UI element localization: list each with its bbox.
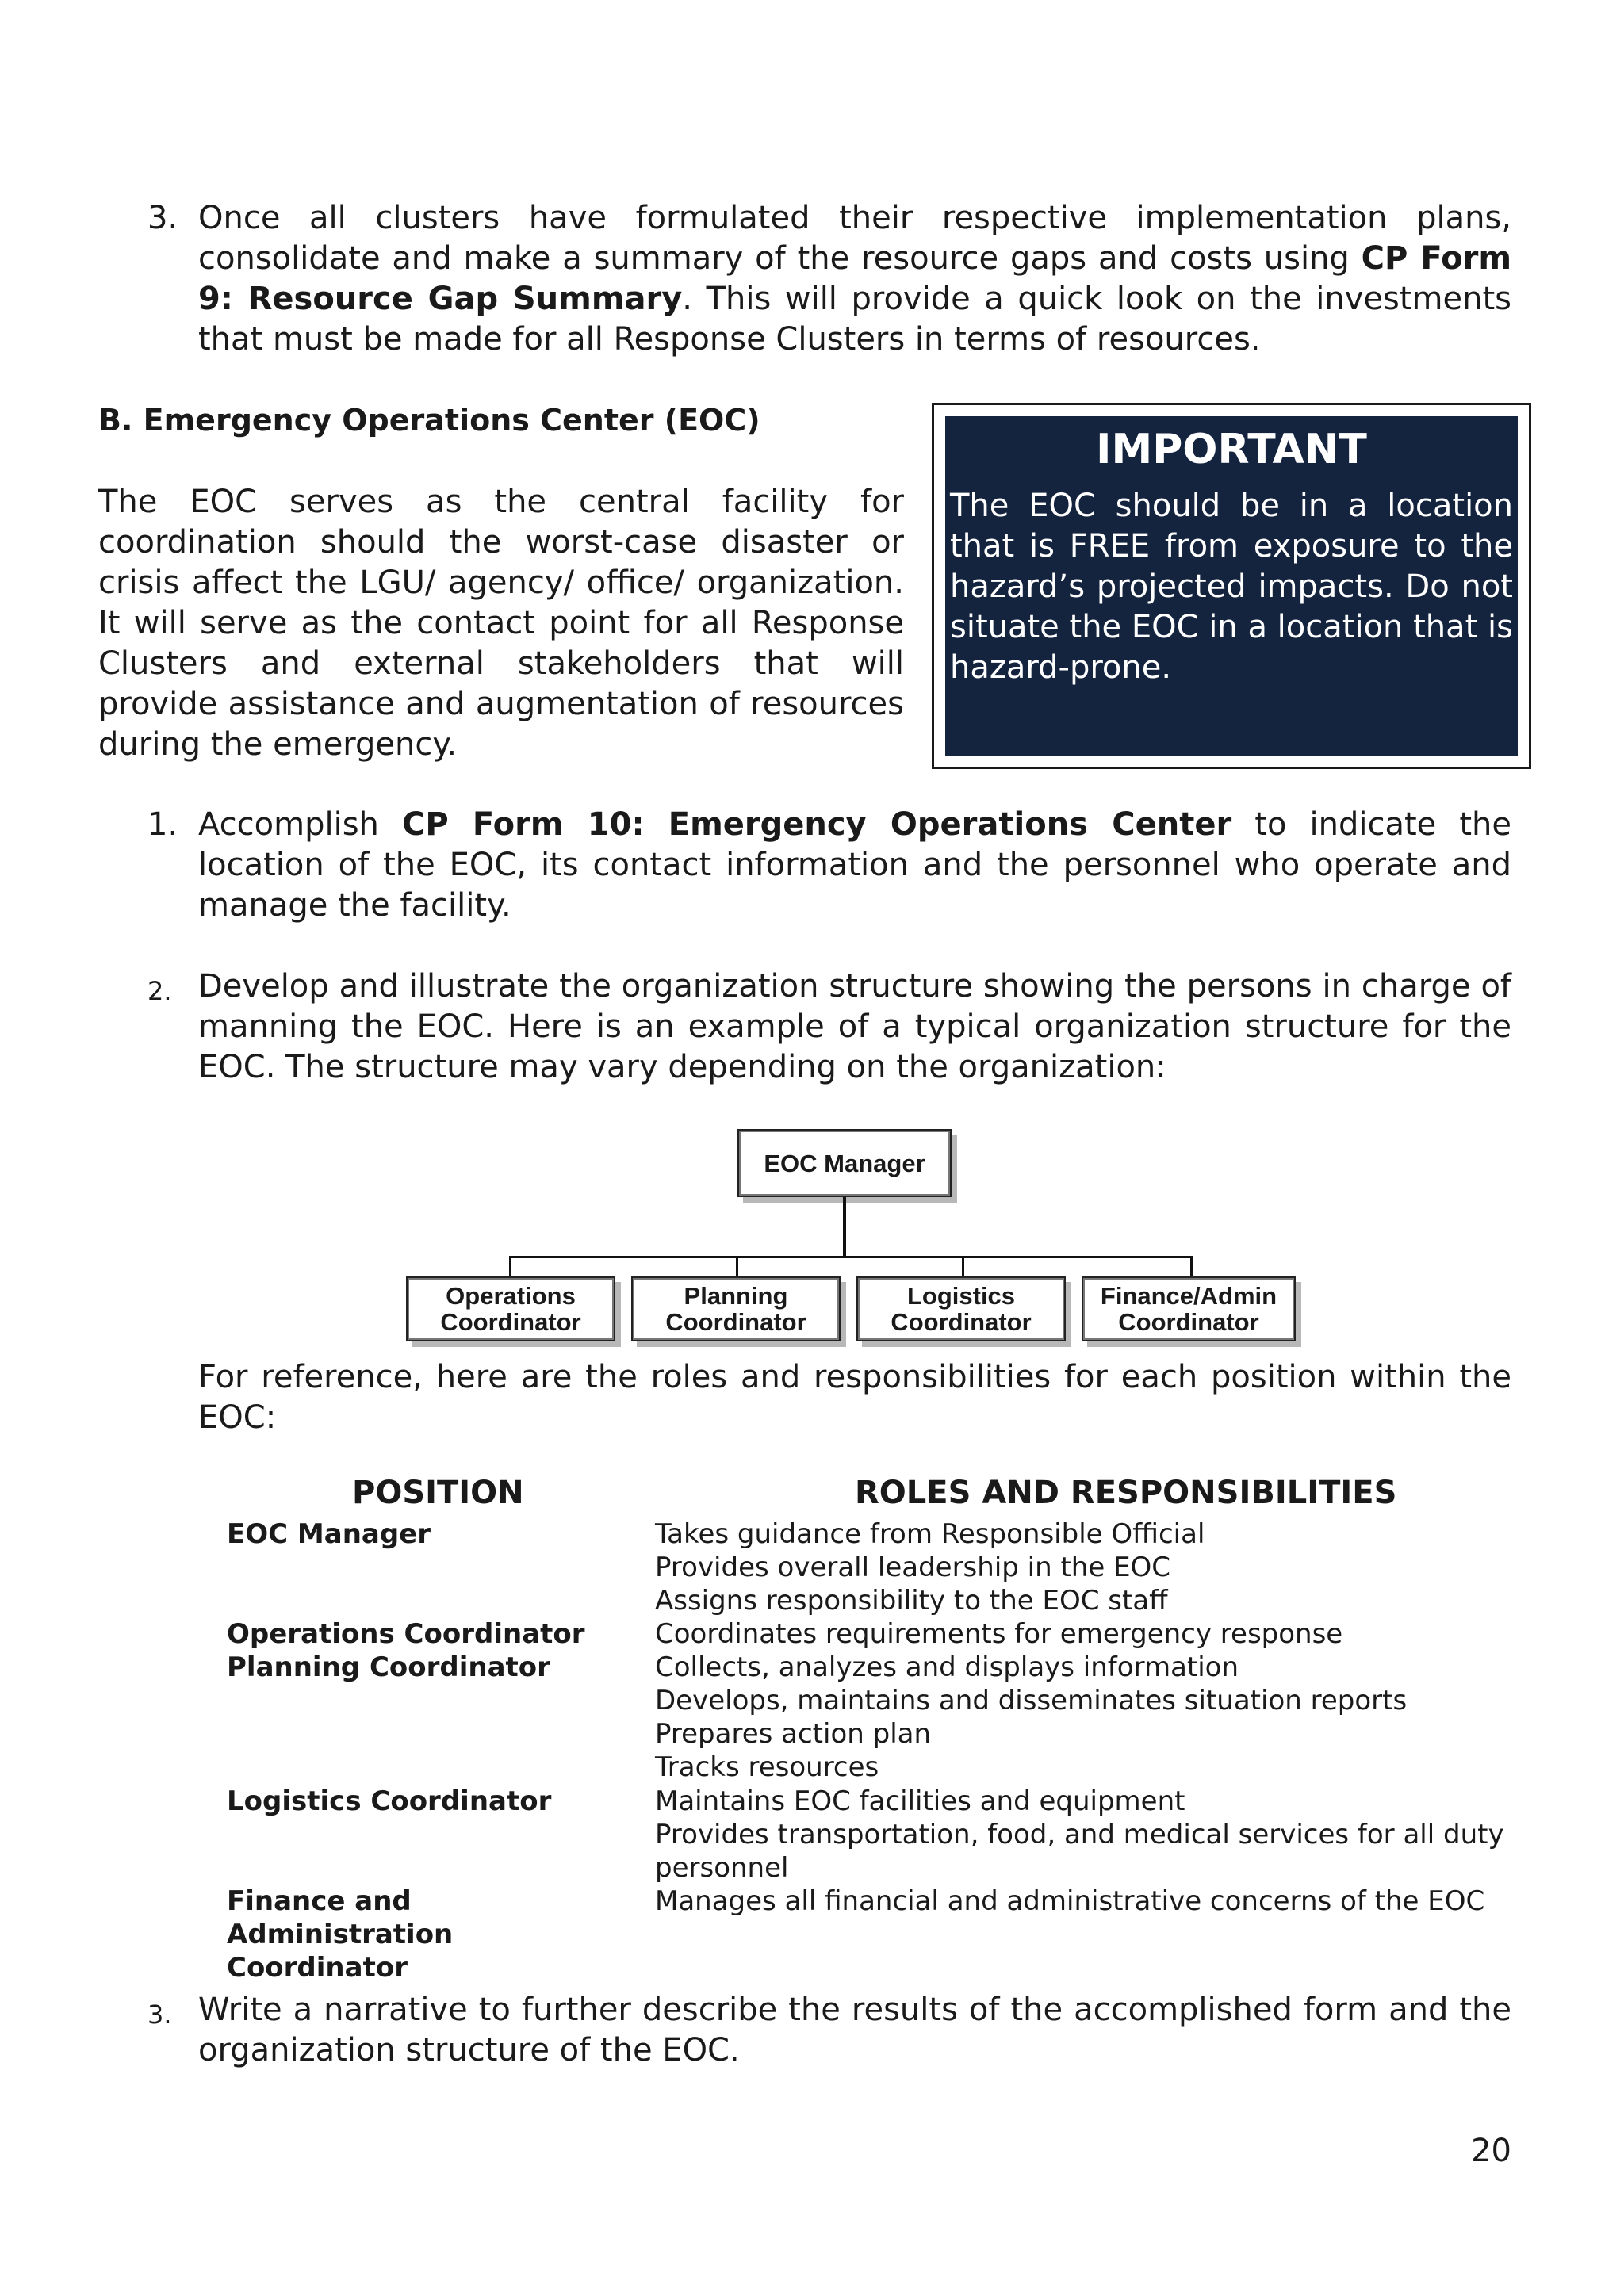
org-box-operations-coordinator: Operations Coordinator: [406, 1276, 615, 1341]
page-number: 20: [1471, 2133, 1511, 2169]
list-text: Develop and illustrate the organization structure showing the persons in charge of manning the EOC. Here is an example of a typical organization structure for the EOC. The structure may vary depending on the organization:: [198, 968, 1511, 1085]
list-number: 1.: [147, 806, 178, 843]
important-text: The EOC should be in a location that is FREE from exposure to the hazard’s projected impacts. Do not situate the EOC in a location that is hazard-prone.: [950, 488, 1513, 686]
list-text: Once all clusters have formulated their respective implementation plans, consolidate and make a summary of the resource gaps and costs using CP Form 9: Resource Gap Summary. This will provide a quick look on the investments that must be made for all Response Clusters in terms of resources.: [198, 200, 1512, 358]
org-box-finance-admin-coordinator: Finance/Admin Coordinator: [1082, 1276, 1296, 1341]
org-connector-drop: [1190, 1256, 1193, 1276]
list-number: 2.: [147, 976, 172, 1006]
list-item: [147, 966, 1511, 1088]
roles-cell: Manages all financial and administrative concerns of the EOC: [655, 1885, 1485, 1917]
roles-cell: Maintains EOC facilities and equipment Provides transportation, food, and medical services for all duty personnel: [655, 1785, 1504, 1884]
roles-cell: Coordinates requirements for emergency response: [655, 1618, 1343, 1650]
org-connector-drop: [736, 1256, 738, 1276]
org-connector-vertical: [843, 1197, 846, 1257]
list-number: 3.: [147, 200, 178, 236]
org-connector-drop: [509, 1256, 511, 1276]
org-connector-horizontal: [509, 1256, 1193, 1258]
important-title: IMPORTANT: [1096, 426, 1367, 473]
list-number: 3.: [147, 1999, 172, 2030]
org-box-eoc-manager: EOC Manager: [737, 1129, 952, 1197]
section-paragraph: The EOC serves as the central facility for coordination should the worst-case disaster or crisis affect the LGU/ agency/ office/ organization. It will serve as the contact point for all Response Clusters and external stakeholders that will provide assistance and augmentation of resources during the emergency.: [98, 484, 904, 763]
position-cell: EOC Manager: [227, 1518, 431, 1550]
position-cell: Operations Coordinator: [227, 1618, 585, 1650]
list-text: Write a narrative to further describe the results of the accomplished form and the organization structure of the EOC.: [198, 1992, 1511, 2068]
org-box-planning-coordinator: Planning Coordinator: [631, 1276, 841, 1341]
table-header-roles: ROLES AND RESPONSIBILITIES: [855, 1475, 1397, 1511]
roles-cell: Takes guidance from Responsible Official Provides overall leadership in the EOC Assigns responsibility to the EOC staff: [655, 1518, 1205, 1617]
list-text: Accomplish CP Form 10: Emergency Operations Center to indicate the location of the EOC, its contact information and the personnel who operate and manage the facility.: [198, 806, 1512, 924]
position-cell: Finance and Administration Coordinator: [227, 1885, 454, 1984]
list-item: [147, 1990, 1511, 2071]
position-cell: Planning Coordinator: [227, 1651, 550, 1683]
position-cell: Logistics Coordinator: [227, 1785, 552, 1817]
important-callout-panel: [945, 416, 1518, 756]
table-header-position: POSITION: [352, 1475, 524, 1511]
important-callout: [932, 403, 1531, 769]
reference-text: For reference, here are the roles and responsibilities for each position within the EOC:: [198, 1359, 1511, 1436]
intro-list-item: [147, 198, 1511, 360]
org-connector-drop: [962, 1256, 964, 1276]
list-item: [147, 805, 1511, 926]
org-box-logistics-coordinator: Logistics Coordinator: [856, 1276, 1066, 1341]
section-heading: B. Emergency Operations Center (EOC): [98, 403, 760, 438]
roles-cell: Collects, analyzes and displays information Develops, maintains and disseminates situation reports Prepares action plan Tracks resources: [655, 1651, 1408, 1783]
